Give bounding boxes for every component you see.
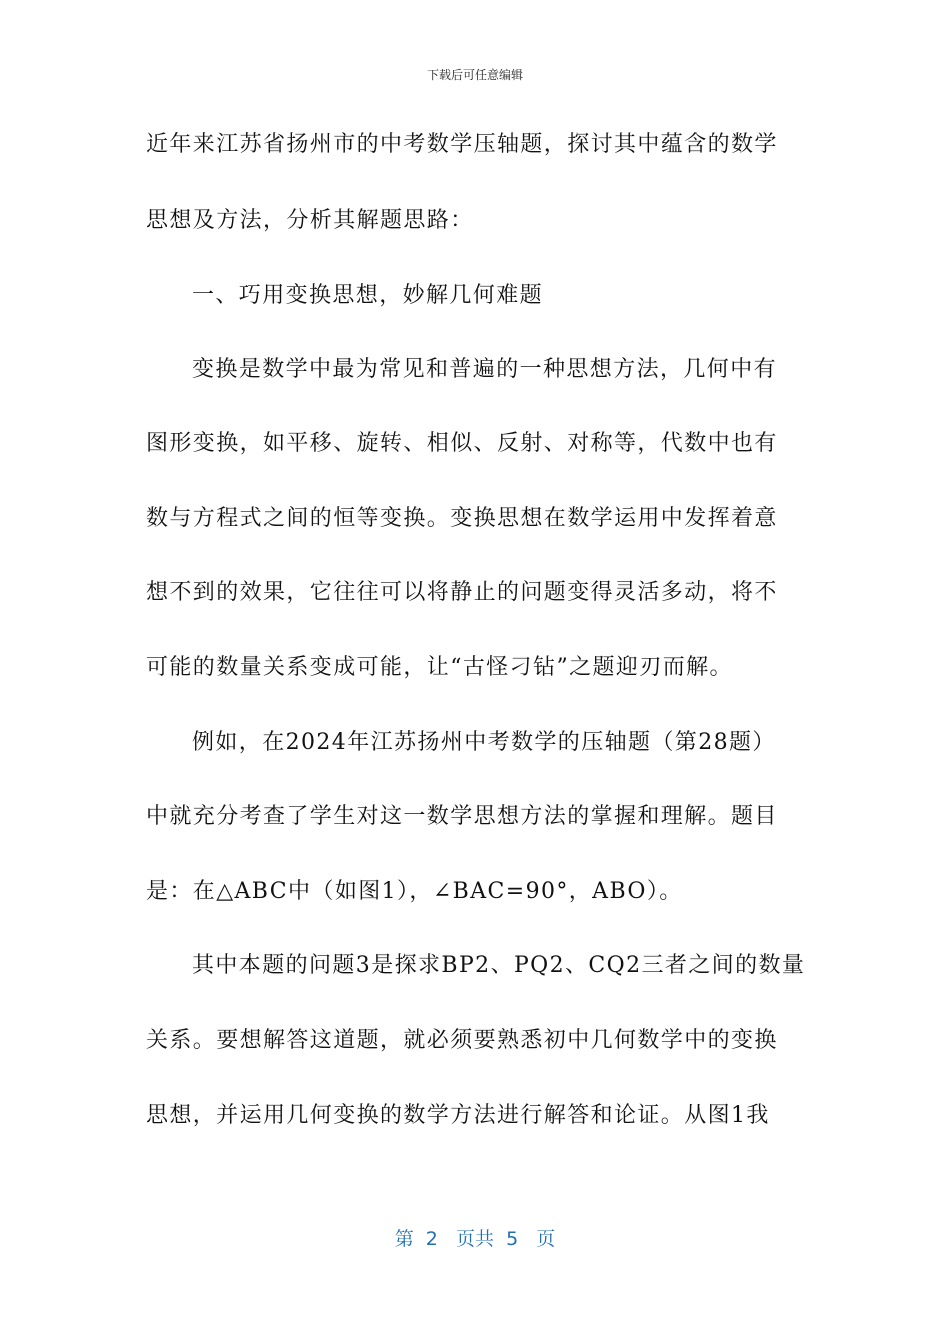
text-line: 思想，并运用几何变换的数学方法进行解答和论证。从图1我 <box>146 1103 770 1128</box>
page-header: 下载后可任意编辑 <box>426 68 523 82</box>
text-line: 近年来江苏省扬州市的中考数学压轴题，探讨其中蕴含的数学 <box>146 132 778 157</box>
text-line: 数与方程式之间的恒等变换。变换思想在数学运用中发挥着意 <box>146 506 778 531</box>
text-line: 想不到的效果，它往往可以将静止的问题变得灵活多动，将不 <box>146 580 778 605</box>
text-line: 是：在△ABC中（如图1），∠BAC=90°，ABO）。 <box>146 879 683 904</box>
text-line: 例如，在2024年江苏扬州中考数学的压轴题（第28题） <box>192 730 776 755</box>
text-line: 可能的数量关系变成可能，让“古怪刁钻”之题迎刃而解。 <box>146 655 733 680</box>
text-line: 其中本题的问题3是探求BP2、PQ2、CQ2三者之间的数量 <box>192 953 806 978</box>
text-line: 关系。要想解答这道题，就必须要熟悉初中几何数学中的变换 <box>146 1028 778 1053</box>
page-number-footer: 第 2 页共 5 页 <box>394 1228 556 1250</box>
text-line: 中就充分考查了学生对这一数学思想方法的掌握和理解。题目 <box>146 804 778 829</box>
text-line: 变换是数学中最为常见和普遍的一种思想方法，几何中有 <box>192 357 778 382</box>
section-heading: 一、巧用变换思想，妙解几何难题 <box>192 283 544 308</box>
text-line: 思想及方法，分析其解题思路： <box>146 208 474 233</box>
text-line: 图形变换，如平移、旋转、相似、反射、对称等，代数中也有 <box>146 431 778 456</box>
